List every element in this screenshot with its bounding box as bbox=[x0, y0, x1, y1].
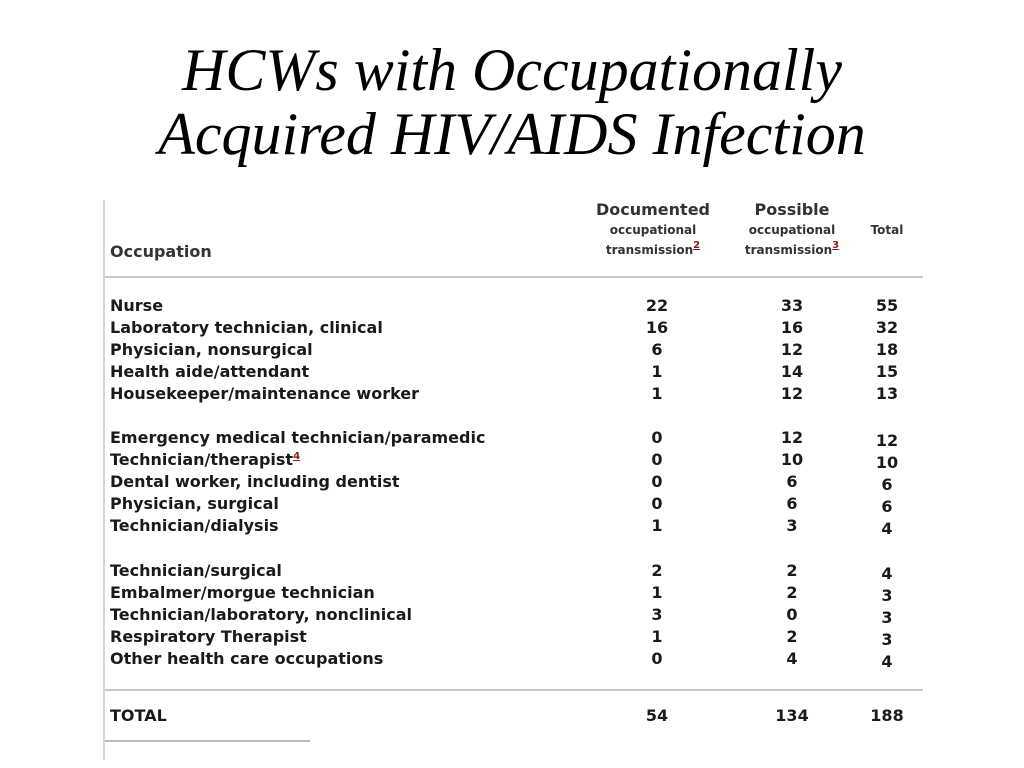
cell-occupation: Housekeeper/maintenance worker bbox=[110, 384, 420, 403]
cell-occupation: Nurse bbox=[110, 296, 164, 315]
cell-occupation: Technician/therapist$^4$ bbox=[110, 450, 301, 469]
cell-total: 10 bbox=[875, 453, 899, 472]
cell-total: 12 bbox=[875, 431, 899, 450]
slide-title-line-2: Acquired HIV/AIDS Infection bbox=[158, 101, 866, 167]
cell-total: 6 bbox=[881, 497, 893, 516]
total-label: TOTAL bbox=[110, 706, 167, 725]
total-divider bbox=[105, 689, 923, 691]
table-row bbox=[103, 560, 928, 582]
footnote-link-3[interactable]: 3 bbox=[832, 240, 840, 251]
table-row bbox=[103, 295, 928, 317]
occupation-table bbox=[103, 196, 928, 766]
table-row bbox=[103, 427, 928, 449]
cell-occupation: Other health care occupations bbox=[110, 649, 384, 668]
cell-occupation: Dental worker, including dentist bbox=[110, 472, 400, 491]
cell-possible: 2 bbox=[786, 583, 798, 602]
cell-documented: 1 bbox=[651, 583, 663, 602]
cell-total: 4 bbox=[881, 564, 893, 583]
footnote-divider bbox=[105, 740, 310, 742]
cell-documented: 1 bbox=[651, 384, 663, 403]
cell-possible: 6 bbox=[786, 472, 798, 491]
cell-occupation: Emergency medical technician/paramedic bbox=[110, 428, 486, 447]
header-occupation: Occupation bbox=[110, 242, 212, 261]
cell-occupation: Physician, nonsurgical bbox=[110, 340, 313, 359]
cell-documented: 2 bbox=[651, 561, 663, 580]
cell-documented: 1 bbox=[651, 362, 663, 381]
table-row bbox=[103, 515, 928, 537]
table-row bbox=[103, 449, 928, 471]
cell-possible: 33 bbox=[780, 296, 804, 315]
cell-total: 13 bbox=[875, 384, 899, 403]
footnote-link-4[interactable]: 4 bbox=[293, 451, 301, 462]
cell-total: 4 bbox=[881, 652, 893, 671]
table-row bbox=[103, 471, 928, 493]
cell-documented: 3 bbox=[651, 605, 663, 624]
cell-possible: 3 bbox=[786, 516, 798, 535]
total-documented: 54 bbox=[645, 706, 669, 725]
table-row bbox=[103, 648, 928, 670]
cell-documented: 0 bbox=[651, 649, 663, 668]
footnote-link-2[interactable]: 2 bbox=[693, 240, 701, 251]
total-possible: 134 bbox=[775, 706, 809, 725]
cell-documented: 0 bbox=[651, 494, 663, 513]
cell-documented: 1 bbox=[651, 627, 663, 646]
cell-total: 3 bbox=[881, 608, 893, 627]
cell-occupation: Technician/laboratory, nonclinical bbox=[110, 605, 413, 624]
cell-possible: 12 bbox=[780, 428, 804, 447]
slide-title-line-1: HCWs with Occupationally bbox=[182, 37, 842, 103]
cell-possible: 16 bbox=[780, 318, 804, 337]
header-total: Total bbox=[870, 223, 904, 237]
cell-occupation: Health aide/attendant bbox=[110, 362, 310, 381]
cell-total: 4 bbox=[881, 519, 893, 538]
header-possible: Possible occupational transmission$^3$ bbox=[744, 200, 840, 257]
cell-occupation: Respiratory Therapist bbox=[110, 627, 307, 646]
cell-documented: 1 bbox=[651, 516, 663, 535]
cell-occupation: Technician/dialysis bbox=[110, 516, 279, 535]
cell-total: 3 bbox=[881, 630, 893, 649]
cell-possible: 6 bbox=[786, 494, 798, 513]
cell-documented: 16 bbox=[645, 318, 669, 337]
cell-documented: 22 bbox=[645, 296, 669, 315]
cell-total: 18 bbox=[875, 340, 899, 359]
table-row bbox=[103, 339, 928, 361]
cell-total: 6 bbox=[881, 475, 893, 494]
cell-possible: 4 bbox=[786, 649, 798, 668]
cell-possible: 2 bbox=[786, 561, 798, 580]
table-row bbox=[103, 383, 928, 405]
table-row bbox=[103, 582, 928, 604]
cell-total: 32 bbox=[875, 318, 899, 337]
cell-occupation: Embalmer/morgue technician bbox=[110, 583, 375, 602]
cell-possible: 2 bbox=[786, 627, 798, 646]
cell-documented: 0 bbox=[651, 450, 663, 469]
cell-occupation: Laboratory technician, clinical bbox=[110, 318, 383, 337]
table-row bbox=[103, 361, 928, 383]
header-divider bbox=[105, 276, 923, 278]
cell-total: 55 bbox=[875, 296, 899, 315]
total-total: 188 bbox=[870, 706, 904, 725]
total-row bbox=[103, 705, 928, 727]
cell-documented: 0 bbox=[651, 428, 663, 447]
cell-documented: 6 bbox=[651, 340, 663, 359]
cell-occupation: Technician/surgical bbox=[110, 561, 282, 580]
cell-possible: 0 bbox=[786, 605, 798, 624]
cell-possible: 14 bbox=[780, 362, 804, 381]
table-row bbox=[103, 626, 928, 648]
cell-possible: 12 bbox=[780, 340, 804, 359]
table-row bbox=[103, 604, 928, 626]
table-row bbox=[103, 317, 928, 339]
table-row bbox=[103, 493, 928, 515]
cell-possible: 12 bbox=[780, 384, 804, 403]
slide-title bbox=[0, 38, 1024, 166]
cell-occupation: Physician, surgical bbox=[110, 494, 279, 513]
cell-total: 15 bbox=[875, 362, 899, 381]
header-documented: Documented occupational transmission$^2$ bbox=[595, 200, 710, 257]
cell-total: 3 bbox=[881, 586, 893, 605]
cell-documented: 0 bbox=[651, 472, 663, 491]
cell-possible: 10 bbox=[780, 450, 804, 469]
